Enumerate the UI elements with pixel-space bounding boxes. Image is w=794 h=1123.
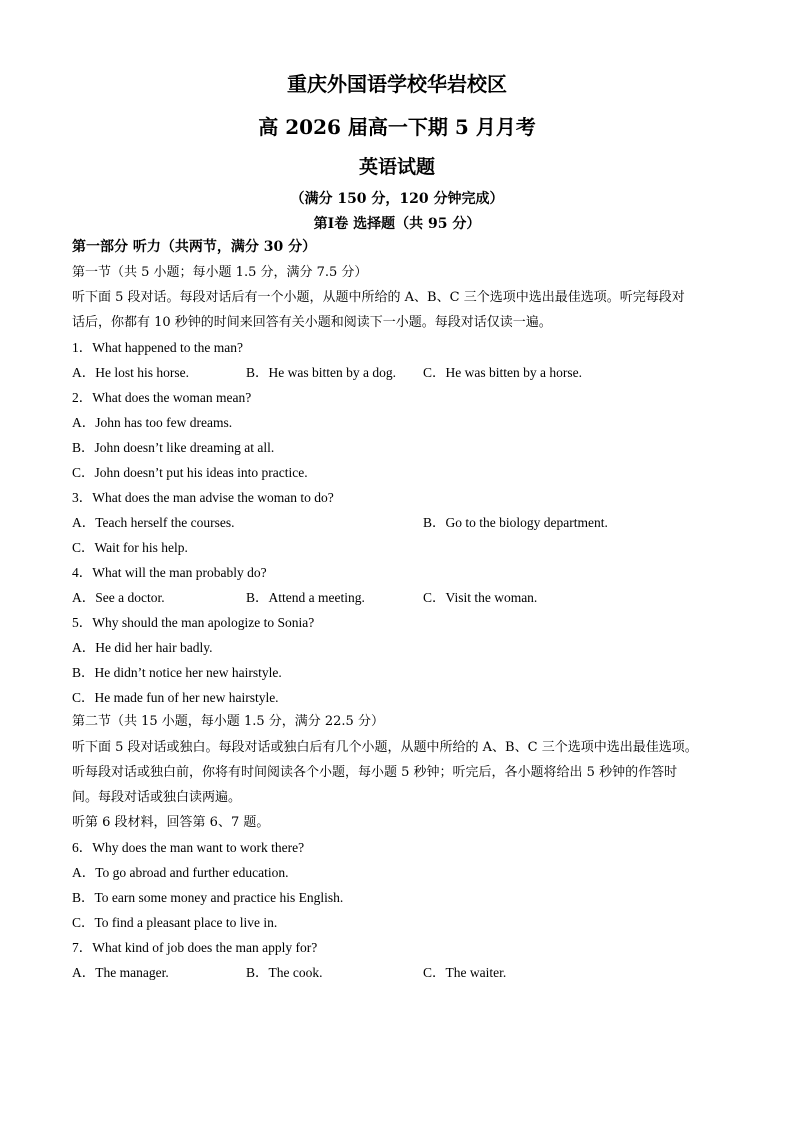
question-3: 3．What does the man advise the woman to do? (72, 490, 334, 505)
q5-option-b: B．He didn’t notice her new hairstyle. (72, 665, 282, 680)
subject-title: 英语试题 (358, 156, 435, 178)
q2-option-a: A．John has too few dreams. (72, 415, 233, 430)
q6-option-b: B．To earn some money and practice his English. (72, 890, 344, 905)
q5-option-a: A．He did her hair badly. (72, 640, 213, 655)
volume-title: 第Ⅰ卷 选择题（共 95 分） (313, 216, 481, 232)
question-6: 6．Why does the man want to work there? (72, 840, 305, 855)
section2-title: 第二节（共 15 小题，每小题 1.5 分，满分 22.5 分） (72, 714, 384, 729)
exam-title: 高 2026 届高一下期 5 月月考 (258, 115, 536, 139)
q6-option-c: C．To find a pleasant place to live in. (72, 915, 278, 930)
exam-info: （满分 150 分，120 分钟完成） (290, 191, 504, 207)
q3-option-b: B．Go to the biology department. (423, 515, 608, 530)
section2-instruction-3: 间。每段对话或独白读两遍。 (72, 790, 242, 805)
section1-instruction-1: 听下面 5 段对话。每段对话后有一个小题，从题中所给的 A、B、C 三个选项中选出最佳选项。听完每段对 (72, 290, 685, 305)
q7-option-c: C．The waiter. (423, 965, 507, 980)
q5-option-c: C．He made fun of her new hairstyle. (72, 690, 279, 705)
q4-option-a: A．See a doctor. (72, 590, 165, 605)
q1-option-c: C．He was bitten by a horse. (423, 365, 582, 380)
question-7: 7．What kind of job does the man apply for? (72, 940, 318, 955)
question-4: 4．What will the man probably do? (72, 565, 267, 580)
material-6-instruction: 听第 6 段材料，回答第 6、7 题。 (72, 815, 270, 830)
question-2: 2．What does the woman mean? (72, 390, 252, 405)
question-5: 5．Why should the man apologize to Sonia? (72, 615, 315, 630)
section1-instruction-2: 话后，你都有 10 秒钟的时间来回答有关小题和阅读下一小题。每段对话仅读一遍。 (72, 315, 552, 330)
q3-option-a: A．Teach herself the courses. (72, 515, 235, 530)
q7-option-b: B．The cook. (246, 965, 323, 980)
q2-option-b: B．John doesn’t like dreaming at all. (72, 440, 275, 455)
section2-instruction-2: 听每段对话或独白前，你将有时间阅读各个小题，每小题 5 秒钟；听完后，各小题将给出 5 秒钟的作答时 (72, 765, 678, 780)
q3-option-c: C．Wait for his help. (72, 540, 188, 555)
q7-option-a: A．The manager. (72, 965, 169, 980)
section1-title: 第一节（共 5 小题；每小题 1.5 分，满分 7.5 分） (72, 265, 368, 280)
q1-option-a: A．He lost his horse. (72, 365, 189, 380)
part1-title: 第一部分 听力（共两节，满分 30 分） (72, 239, 317, 255)
q4-option-b: B．Attend a meeting. (246, 590, 365, 605)
q1-option-b: B．He was bitten by a dog. (246, 365, 396, 380)
school-name: 重庆外国语学校华岩校区 (287, 72, 507, 96)
question-1: 1．What happened to the man? (72, 340, 243, 355)
q6-option-a: A．To go abroad and further education. (72, 865, 289, 880)
section2-instruction-1: 听下面 5 段对话或独白。每段对话或独白后有几个小题，从题中所给的 A、B、C 三个选项中选出最佳选项。 (72, 740, 698, 755)
q2-option-c: C．John doesn’t put his ideas into practice. (72, 465, 308, 480)
q4-option-c: C．Visit the woman. (423, 590, 538, 605)
